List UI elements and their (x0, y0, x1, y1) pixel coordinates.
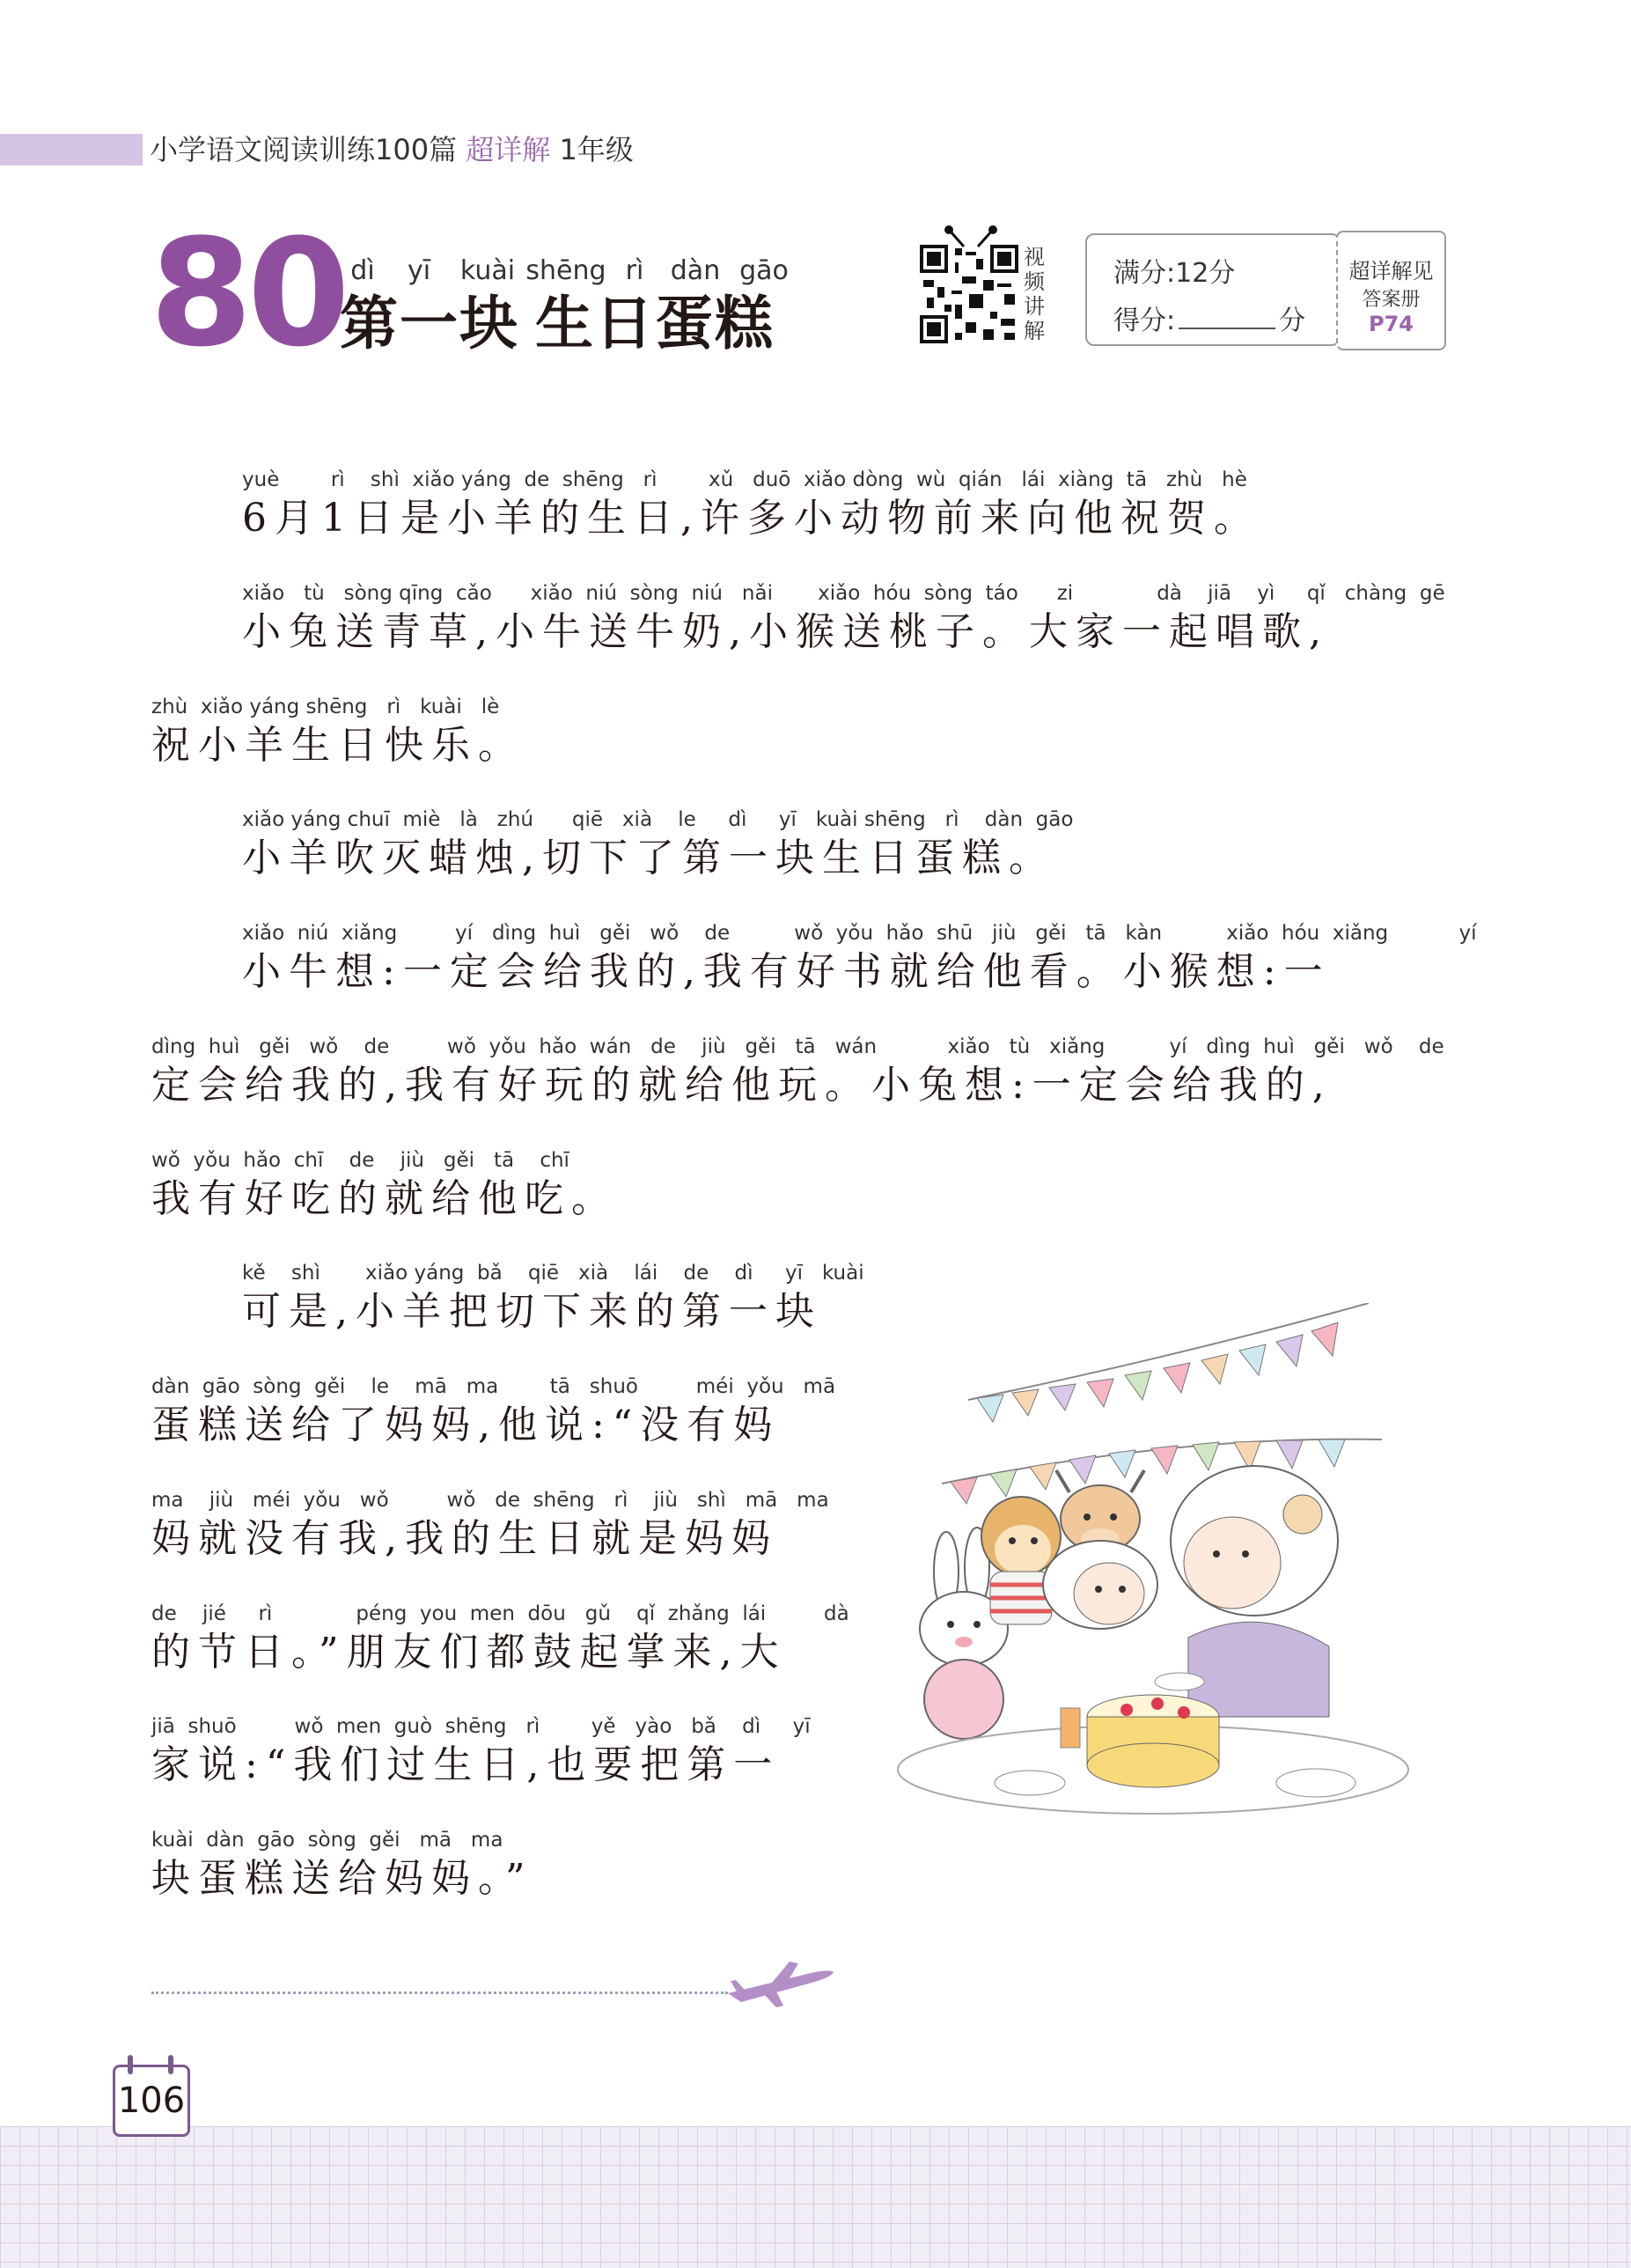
section-divider (151, 1992, 728, 1994)
lesson-title (339, 255, 798, 357)
cake (1087, 1695, 1219, 1787)
text-line: 家说:“我们过生日,也要把第一 (151, 1742, 781, 1787)
score-blank[interactable] (1179, 328, 1275, 329)
answer-reference (1336, 231, 1446, 350)
little-lamb (1043, 1541, 1157, 1629)
title-pinyin-syllable: rì (625, 255, 644, 286)
lesson-number: 80 (150, 207, 345, 379)
text-line: 块蛋糕送给妈妈。” (151, 1856, 533, 1901)
text-line: 的节日。”朋友们都鼓起掌来,大 (151, 1630, 787, 1675)
score-field[interactable] (1113, 298, 1305, 337)
title-char (518, 291, 534, 357)
answer-ref-line1: 超详解见 (1348, 259, 1434, 284)
title-char: 生 (535, 290, 593, 357)
title-pinyin-syllable: dì (350, 255, 375, 286)
title-pinyin-syllable: yī (407, 255, 431, 286)
title-pinyin (339, 255, 798, 291)
pinyin-line: kě shì xiǎo yáng bǎ qiē xià lái de dì yī kuài (242, 1262, 864, 1285)
pinyin-line: kuài dàn gāo sòng gěi mā ma (151, 1829, 503, 1852)
pinyin-line: xiǎo tù sòng qīng cǎo xiǎo niú sòng niú nǎi xiǎo hóu sòng táo zi dà jiā yì qǐ chàng gē (242, 582, 1445, 605)
pinyin-line: dàn gāo sòng gěi le mā ma tā shuō méi yǒu mā (151, 1375, 836, 1398)
book-title: 小学语文阅读训练100篇 (150, 133, 458, 166)
running-header (150, 132, 634, 167)
birthday-party-illustration (889, 1303, 1417, 1831)
title-char: 一 (400, 290, 458, 357)
text-line: 蛋糕送给了妈妈,他说:“没有妈 (151, 1403, 781, 1447)
pinyin-line: xiǎo niú xiǎng yí dìng huì gěi wǒ de wǒ yǒu hǎo shū jiù gěi tā kàn xiǎo hóu xiǎng yí (242, 922, 1477, 945)
grade-label: 1年级 (559, 133, 634, 166)
text-line: 我有好吃的就给他吃。 (151, 1176, 618, 1221)
title-char: 蛋 (655, 290, 713, 357)
title-text (339, 291, 798, 357)
text-line: 小牛想:一定会给我的,我有好书就给他看。小猴想:一 (242, 949, 1331, 994)
title-char: 糕 (715, 290, 773, 357)
score-label: 得分: (1113, 306, 1176, 336)
pinyin-line: dìng huì gěi wǒ de wǒ yǒu hǎo wán de jiù gěi tā wán xiǎo tù xiǎng yí dìng huì gěi wǒ de (151, 1035, 1444, 1058)
title-char: 块 (459, 290, 518, 357)
title-char: 第 (340, 290, 398, 357)
pinyin-line: ma jiù méi yǒu wǒ wǒ de shēng rì jiù shì mā ma (151, 1489, 829, 1512)
answer-ref-page: P74 (1369, 312, 1414, 336)
score-box (1085, 233, 1341, 346)
title-pinyin-syllable: gāo (739, 255, 789, 286)
title-pinyin-syllable: dàn (670, 255, 721, 286)
text-line: 定会给我的,我有好玩的就给他玩。小兔想:一定会给我的, (151, 1063, 1333, 1108)
pinyin-line: wǒ yǒu hǎo chī de jiù gěi tā chī (151, 1149, 569, 1172)
text-line: 可是,小羊把切下来的第一块 (242, 1289, 822, 1334)
title-char: 日 (595, 290, 653, 357)
pinyin-line: de jié rì péng you men dōu gǔ qǐ zhǎng lái dà (151, 1602, 849, 1625)
answer-ref-line2: 答案册 (1362, 289, 1421, 311)
pinyin-line: yuè rì shì xiǎo yáng de shēng rì xǔ duō xiǎo dòng wù qián lái xiàng tā zhù hè (242, 468, 1247, 491)
qr-label: 视频讲解 (1024, 245, 1045, 343)
tv-antenna-icon (937, 225, 1008, 248)
text-line: 妈就没有我,我的生日就是妈妈 (151, 1516, 778, 1561)
header-accent-bar (0, 134, 143, 166)
video-qr[interactable] (920, 227, 1052, 350)
score-unit: 分 (1279, 306, 1306, 336)
text-line: 6月1日是小羊的生日,许多小动物前来向他祝贺。 (242, 496, 1260, 541)
pinyin-line: zhù xiǎo yáng shēng rì kuài lè (151, 696, 500, 718)
pinyin-line: xiǎo yáng chuī miè là zhú qiē xià le dì yī kuài shēng rì dàn gāo (242, 808, 1074, 831)
full-score: 满分:12分 (1113, 258, 1236, 289)
footer-grid (0, 2126, 1631, 2268)
book-accent: 超详解 (466, 133, 551, 166)
qr-code-icon[interactable] (920, 245, 1018, 343)
title-pinyin-syllable: kuài (459, 255, 516, 286)
page-number (113, 2065, 190, 2137)
airplane-icon (724, 1956, 838, 2009)
page-number-text: 106 (117, 2080, 186, 2121)
pinyin-line: jiā shuō wǒ men guò shēng rì yě yào bǎ dì yī (151, 1715, 811, 1738)
text-line: 小兔送青草,小牛送牛奶,小猴送桃子。大家一起唱歌, (242, 609, 1329, 654)
text-line: 小羊吹灭蜡烛,切下了第一块生日蛋糕。 (242, 836, 1055, 880)
text-line: 祝小羊生日快乐。 (151, 723, 525, 768)
title-pinyin-syllable: shēng (525, 255, 606, 286)
